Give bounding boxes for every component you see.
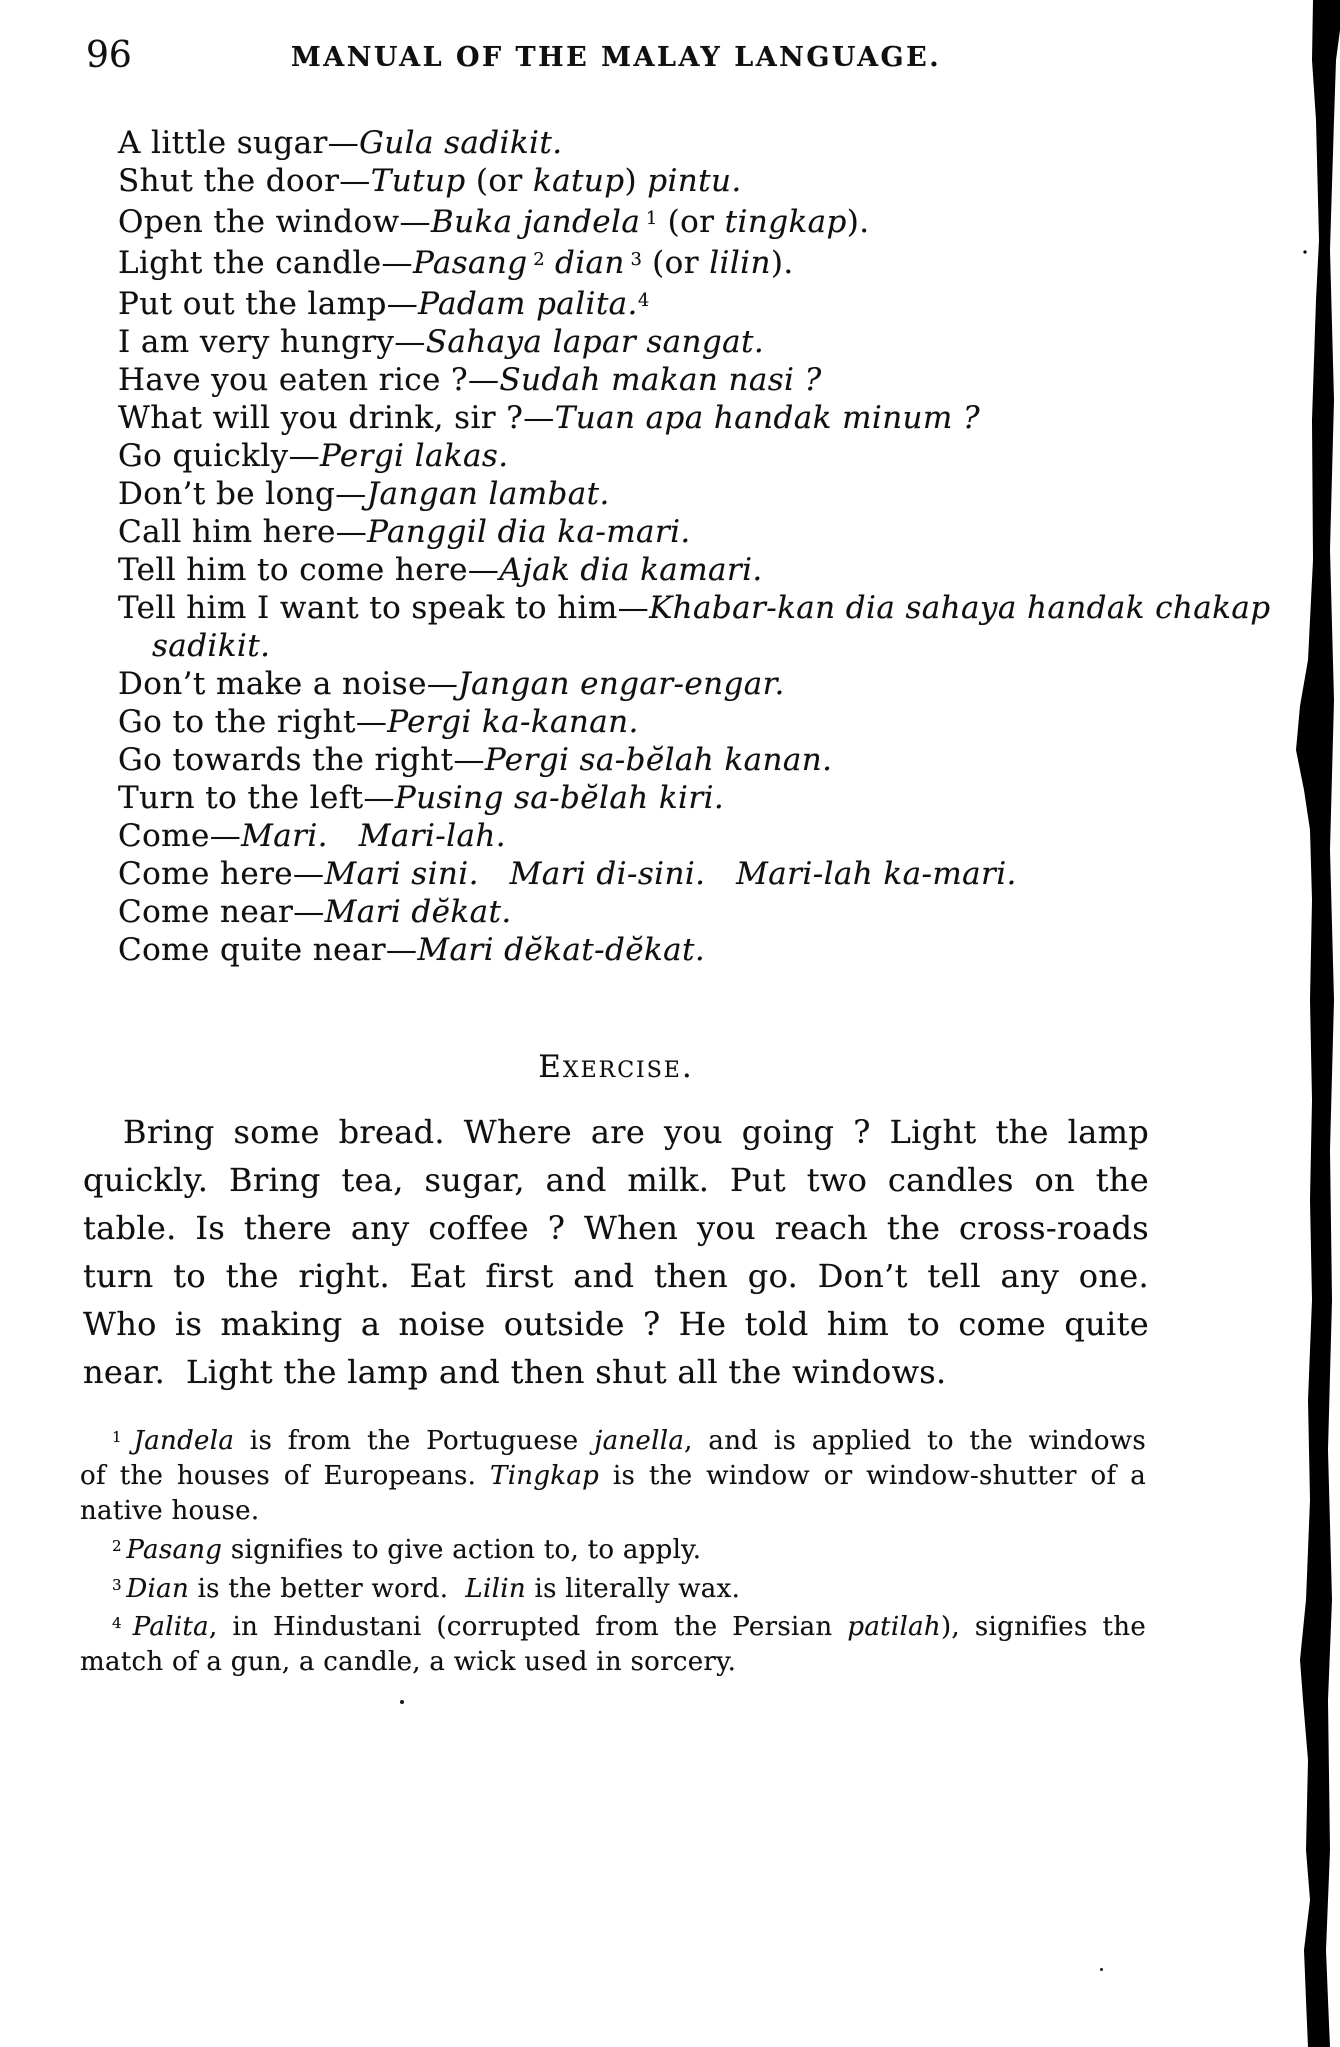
english-text: Come— [118,818,242,855]
footnote-line [80,1459,1146,1494]
phrase-line [84,475,1204,513]
english-text: is the better word. [189,1573,466,1604]
english-text: What will you drink, sir ?— [118,400,555,437]
english-text: (or [465,163,533,199]
english-text: (or [641,245,710,282]
malay-italic-text: Lilin [465,1573,526,1604]
english-text: ), signifies the [940,1612,1147,1643]
phrase-line [84,893,1204,931]
english-text: Call him here— [118,514,368,551]
phrase-line [84,589,1271,627]
english-text: Don’t make a noise— [118,666,459,703]
exercise-line: table. Is there any coffee ? When you reach the cross-roads [83,1209,1149,1247]
english-text: Open the window— [118,204,431,241]
malay-italic-text: Sahaya lapar sangat. [425,324,765,361]
exercise-line: near. Light the lamp and then shut all the windows. [83,1353,947,1391]
footnote-reference: 1 [112,1428,134,1446]
malay-italic-text: Dian [126,1573,189,1604]
phrase-line [84,323,1204,361]
english-text: Tell him to come here— [118,552,500,589]
malay-italic-text: Pasang [126,1534,223,1565]
english-text: Have you eaten rice ?— [118,362,500,399]
footnotes [80,1420,1146,1680]
footnote-line [80,1494,1146,1529]
phrase-line [84,437,1204,475]
footnote-reference: 2 [112,1536,127,1555]
phrase-line [84,665,1204,703]
english-text: Don’t be long— [118,476,367,513]
malay-italic-text: Tuan apa handak minum ? [554,400,980,437]
malay-italic-text: Palita [132,1612,209,1643]
malay-italic-text: Padam palita. [418,286,638,323]
malay-italic-text: Mari. Mari-lah. [241,818,506,855]
page-number: 96 [86,35,132,76]
phrase-line [84,282,1204,323]
english-text: Shut the door— [118,163,371,199]
malay-italic-text: Pergi sa-bĕlah kanan. [484,742,833,779]
english-text: is from the Portuguese [234,1425,595,1456]
phrase-line [84,361,1204,399]
malay-italic-text: Ajak dia kamari. [499,552,763,589]
english-text: Come near— [118,894,325,931]
exercise-line: turn to the right. Eat first and then go. Don’t tell any one. [83,1257,1149,1295]
malay-italic-text: Mari dĕkat-dĕkat. [417,932,706,969]
phrase-line [84,779,1204,817]
exercise-paragraph [83,1108,1149,1396]
malay-italic-text: Mari dĕkat. [324,894,512,931]
malay-italic-text: Jangan engar-engar. [458,666,785,703]
malay-italic-text: Tingkap [490,1460,600,1491]
phrase-line-continuation [84,627,1204,665]
english-text: Come quite near— [118,932,418,969]
malay-italic-text: Gula sadikit. [359,125,563,161]
exercise-line: Bring some bread. Where are you going ? Light the lamp [123,1113,1149,1151]
phrase-line [84,817,1204,855]
malay-italic-text: Mari sini. Mari di-sini. Mari-lah ka-mari. [324,856,1017,893]
malay-italic-text: Khabar-kan dia sahaya handak chakap [649,590,1271,627]
footnote-line [80,1568,1146,1607]
footnote-reference: 4 [637,290,650,312]
malay-italic-text: Pusing sa-bĕlah kiri. [394,780,725,817]
malay-italic-text: Tutup [370,163,466,199]
english-text: is literally wax. [525,1573,741,1604]
english-text: Tell him I want to speak to him— [118,590,650,627]
footnote-line [80,1606,1146,1645]
footnote-reference: 3 [624,249,642,271]
exercise-line: quickly. Bring tea, sugar, and milk. Put two candles on the [83,1161,1149,1199]
ink-speck [1100,1968,1103,1971]
english-text: ) [624,163,648,199]
footnote-reference: 2 [527,249,545,271]
phrase-line [84,855,1204,893]
malay-italic-text: Pasang [412,245,528,282]
phrase-line [84,241,1204,282]
footnote-line [80,1645,1146,1680]
malay-italic-text: katup [532,163,625,199]
running-title: MANUAL OF THE MALAY LANGUAGE. [290,42,942,73]
phrase-line [84,513,1204,551]
malay-italic-text: sadikit. [152,628,271,665]
malay-italic-text: Buka jandela [430,204,641,241]
english-text: Go quickly— [118,438,320,475]
english-text: Go towards the right— [118,742,485,779]
phrase-line [84,741,1204,779]
footnote-reference: 3 [112,1575,127,1594]
english-text: Put out the lamp— [118,286,419,323]
malay-italic-text: tingkap [724,204,847,241]
english-text: Go to the right— [118,704,388,741]
footnote-line [80,1529,1146,1568]
english-text: , and is applied to the windows [684,1425,1147,1456]
phrase-line [84,162,1204,200]
phrase-line [84,124,1204,162]
malay-italic-text: Pergi ka-kanan. [387,704,639,741]
english-text: ). [846,204,870,241]
malay-italic-text: dian [554,245,625,282]
english-text: (or [657,204,725,241]
malay-italic-text: pintu. [647,163,742,199]
english-text: is the window or window-shutter of a [599,1460,1146,1491]
malay-italic-text: Sudah makan nasi ? [499,362,822,399]
phrase-line [84,703,1204,741]
english-text: I am very hungry— [118,324,426,361]
malay-italic-text: Jandela [133,1425,235,1456]
right-edge-scan-band [1292,0,1340,2047]
malay-italic-text: janella [594,1425,685,1456]
english-text: signifies to give action to, to apply. [222,1534,702,1565]
english-text: Turn to the left— [118,780,395,817]
footnote-reference: 1 [640,208,658,229]
english-text: , in Hindustani (corrupted from the Persian [208,1612,848,1643]
malay-italic-text: patilah [847,1612,941,1643]
english-text: ). [770,245,794,282]
malay-italic-text: Pergi lakas. [319,438,509,475]
english-text: of the houses of Europeans. [80,1460,491,1491]
footnote-line [80,1420,1146,1459]
malay-italic-text: Jangan lambat. [366,476,610,513]
english-text: Light the candle— [118,245,413,282]
phrase-line [84,399,1204,437]
malay-italic-text: lilin [709,245,771,282]
english-text: Come here— [118,856,325,893]
ink-speck [400,1700,404,1704]
english-text [545,245,555,281]
exercise-heading: Exercise. [538,1049,694,1085]
english-text: native house. [80,1495,260,1526]
footnote-reference: 4 [112,1614,133,1633]
english-text: match of a gun, a candle, a wick used in sorcery. [80,1647,737,1678]
english-text: A little sugar— [118,125,360,161]
malay-italic-text: Panggil dia ka-mari. [367,514,691,551]
phrase-line [84,551,1204,589]
phrase-line [84,200,1204,241]
exercise-line: Who is making a noise outside ? He told him to come quite [83,1305,1149,1343]
phrase-line [84,931,1204,969]
phrase-list [84,124,1271,969]
